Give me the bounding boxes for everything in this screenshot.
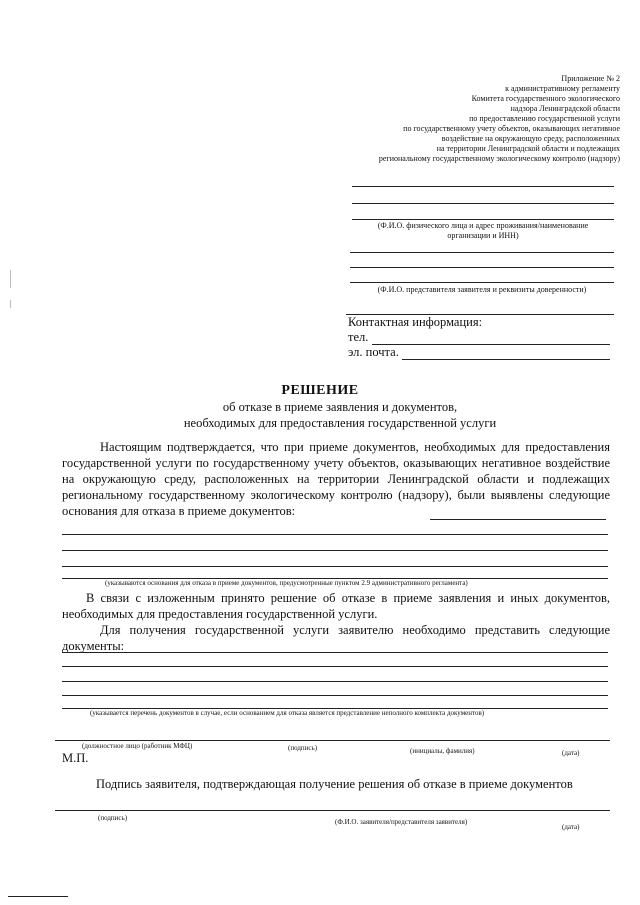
- documents-field-line[interactable]: [62, 681, 608, 682]
- phone-field-line[interactable]: [372, 344, 610, 345]
- email-field-line[interactable]: [402, 359, 610, 360]
- representative-caption: (Ф.И.О. представителя заявителя и реквизиты доверенности): [377, 285, 587, 294]
- scan-mark: [10, 270, 11, 288]
- appendix-line: Комитета государственного экологического: [471, 94, 620, 103]
- applicant-field-line[interactable]: [352, 186, 614, 187]
- applicant-caption: [352, 221, 614, 241]
- scan-mark: [10, 300, 11, 308]
- applicant-field-line[interactable]: [352, 219, 614, 220]
- stamp-label: М.П.: [62, 751, 89, 765]
- decision-subtitle-line: об отказе в приеме заявления и документов,: [222, 400, 458, 414]
- applicant-date-caption: (дата): [562, 823, 580, 831]
- appendix-line: к административному регламенту: [505, 84, 620, 93]
- applicant-name-caption: (Ф.И.О. заявителя/представителя заявителя): [335, 818, 468, 826]
- grounds-field-line[interactable]: [62, 566, 608, 567]
- paragraph-grounds: Настоящим подтверждается, что при приеме документов, необходимых для предоставления государственной услуги по государственному учету объектов, оказывающих негативное воздействие на окружающую среду, расположенных на территории Ленинградской области и подлежащих региональному государственному экологическому контролю (надзору), были выявлены следующие основания для отказа в приеме документов:: [62, 440, 610, 518]
- email-label: эл. почта.: [348, 345, 399, 359]
- contacts-title: Контактная информация:: [348, 315, 483, 329]
- official-signature-line[interactable]: [55, 740, 610, 741]
- official-caption: (должностное лицо (работник МФЦ): [82, 742, 193, 750]
- appendix-line: по государственному учету объектов, оказывающих негативное: [403, 124, 620, 133]
- grounds-field-line[interactable]: [62, 534, 608, 535]
- representative-field-line[interactable]: [350, 267, 614, 268]
- applicant-caption-line: (Ф.И.О. физического лица и адрес проживания/наименование: [377, 221, 589, 230]
- footnote-separator: [8, 896, 68, 897]
- appendix-line: надзора Ленинградской области: [510, 104, 620, 113]
- official-initials-caption: (инициалы, фамилия): [410, 747, 475, 755]
- applicant-caption-line: организации и ИНН): [447, 231, 519, 240]
- documents-caption: (указывается перечень документов в случае, если основанием для отказа является представление неполного комплекта документов): [90, 709, 485, 717]
- grounds-field-line[interactable]: [430, 519, 606, 520]
- phone-label: тел.: [348, 330, 369, 344]
- grounds-field-line[interactable]: [62, 550, 608, 551]
- documents-field-line[interactable]: [62, 666, 608, 667]
- appendix-line: воздействие на окружающую среду, расположенных: [441, 134, 620, 143]
- appendix-line: Приложение № 2: [561, 74, 620, 83]
- official-signature-caption: (подпись): [288, 744, 318, 752]
- applicant-confirmation: Подпись заявителя, подтверждающая получение решения об отказе в приеме документов: [96, 777, 573, 791]
- paragraph-decision: В связи с изложенным принято решение об отказе в приеме заявления и иных документов, необходимых для предоставления государственной услуги.: [62, 591, 610, 621]
- appendix-header: [320, 74, 620, 164]
- representative-field-line[interactable]: [350, 282, 614, 283]
- documents-field-line[interactable]: [62, 695, 608, 696]
- official-date-caption: (дата): [562, 749, 580, 757]
- appendix-line: на территории Ленинградской области и подлежащих: [436, 144, 620, 153]
- grounds-caption: (указываются основания для отказа в приеме документов, предусмотренные пунктом 2.9 административного регламента): [105, 579, 468, 587]
- applicant-signature-line[interactable]: [55, 810, 610, 811]
- applicant-field-line[interactable]: [352, 203, 614, 204]
- documents-field-line[interactable]: [62, 652, 608, 653]
- decision-title: РЕШЕНИЕ: [281, 383, 359, 398]
- decision-subtitle-line: необходимых для предоставления государственной услуги: [183, 416, 497, 430]
- appendix-line: региональному государственному экологическому контролю (надзору): [378, 154, 620, 163]
- paragraph-documents: Для получения государственной услуги заявителю необходимо представить следующие документы:: [62, 623, 610, 653]
- decision-subtitle: [120, 399, 560, 431]
- appendix-line: по предоставлению государственной услуги: [469, 114, 620, 123]
- representative-field-line[interactable]: [350, 252, 614, 253]
- applicant-signature-caption: (подпись): [98, 814, 128, 822]
